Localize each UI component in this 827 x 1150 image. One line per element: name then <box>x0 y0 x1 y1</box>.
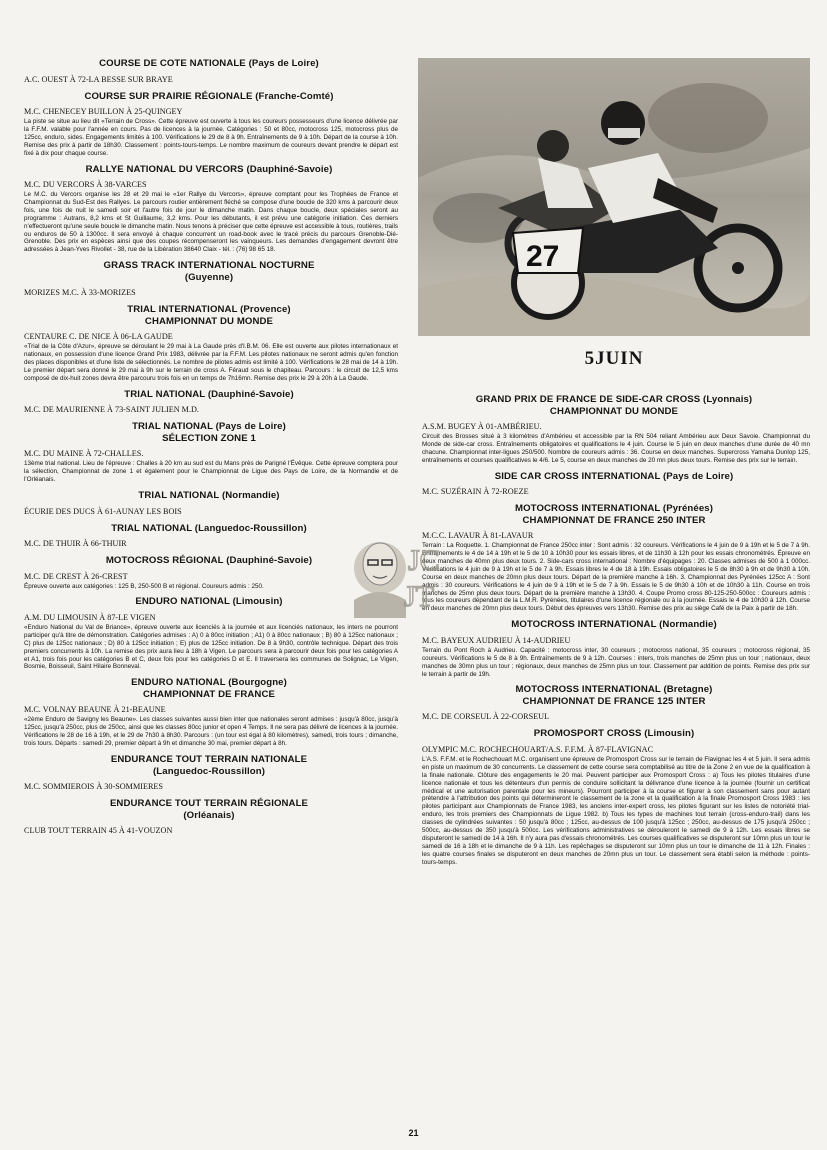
left-column <box>20 58 398 842</box>
event-side-car-cross <box>418 471 810 498</box>
event-endurance-regionale <box>20 798 398 836</box>
event-organizer: A.S.M. BUGEY À 01-AMBÉRIEU. <box>422 422 542 431</box>
event-title: COURSE DE COTE NATIONALE (Pays de Loire) <box>99 58 319 69</box>
event-description: «Enduro National du Val de Briance», épreuve ouverte aux licenciés à la journée et aux licenciés nationaux, les inters ne pourront participer qu'à titre de démonstration. Catégories admises : A) 0 à 80cc initiation ; A1) 0 à 80cc nationaux ; B) 80 à 125cc nationaux ; C) plus de 125cc nationaux ; D) 80 à 125cc initiation ; E) plus de 125cc initiation. De 8 à 9h30, contrôle technique. Départ des trois premiers concurrents à 10h. La remise des prix aura lieu à 18h à Vigen. Le parcours sera à parcourir deux fois pour les catégories A et A1, trois fois pour les catégories B et C, deux fois pour les catégories D et E. Il traversera les communes de Solignac, Le Vigen, Bosmie, Boisseuil, Saint Hilaire Bonneval. <box>24 623 398 671</box>
event-organizer: M.C. CHENECEY BUILLON À 25-QUINGEY <box>24 107 183 116</box>
event-enduro-bourgogne <box>20 677 398 748</box>
event-title: COURSE SUR PRAIRIE RÉGIONALE (Franche-Comté) <box>84 90 334 102</box>
event-title-main: TRIAL INTERNATIONAL (Provence) <box>127 304 291 316</box>
event-subtitle: (Languedoc-Roussillon) <box>153 765 265 777</box>
event-organizer: OLYMPIC M.C. ROCHECHOUART/A.S. F.F.M. À 87-FLAVIGNAC <box>422 744 654 754</box>
event-trial-provence <box>20 304 398 383</box>
event-organizer: M.C. DE MAURIENNE À 73-SAINT JULIEN M.D. <box>24 405 199 415</box>
event-title: ENDURO NATIONAL (Limousin) <box>135 596 283 608</box>
event-title <box>20 304 398 327</box>
event-organizer: M.C. DE THUIR À 66-THUIR <box>24 539 127 549</box>
event-motocross-regional <box>20 555 398 590</box>
event-description: Le M.C. du Vercors organise les 28 et 29 mai le «1er Rallye du Vercors», épreuve comptant pour les Trophées de France et Championnat du Sud-Est des Rallyes. Le parcours routier entièrement fléché se compose d'une boucle de 320 kms à parcourir deux fois, une fois de nuit le samedi soir et l'autre fois de jour le dimanche matin. Dans chaque boucle, deux spéciales seront au programme : Autrans, 8,2 kms et St Guillaume, 3,2 kms. Pour les débutants, il est prévu une catégorie initiation. Ces derniers n'effectueront qu'une seule boucle le dimanche matin. Nous tenons à préciser que cette épreuve est accessible à tous, routières, trails ou enduros de 50 à 1300cc. Il sera envoyé à chaque concurrent un road-book avec le tracé précis du parcours Grenoble-Dié-Grenoble. Des prix en espèces ainsi que des coupes récompenseront les vainqueurs. Les demandes d'engagement devront être adressées à Jean-Yves Rivollet - 38, rue de la Libération 38640 Claix - tél. : (76) 98 65 18. <box>24 191 398 254</box>
event-organizer: CENTAURE C. DE NICE À 06-LA GAUDE <box>24 332 173 342</box>
event-title <box>20 677 398 700</box>
event-title: TRIAL NATIONAL (Languedoc-Roussillon) <box>111 522 307 534</box>
event-gp-side-car <box>418 394 810 465</box>
portrait-stamp-image <box>346 520 452 628</box>
event-organizer: M.C. VOLNAY BEAUNE À 21-BEAUNE <box>24 705 166 715</box>
event-endurance-nationale <box>20 754 398 792</box>
event-trial-normandie <box>20 490 398 517</box>
event-description: L'A.S. F.F.M. et le Rochechouart M.C. organisent une épreuve de Promosport Cross sur le terrain de Flavignac les 4 et 5 juin. Il sera admis en piste un maximum de 30 concurrents. Le classement de cette course sera comptabilisé au titre de la Zone 2 en vue de la qualification à la finale nationale. Clôture des engagements le 20 mai. Peuvent participer aux Promosport Cross : a) Tous les pilotes titulaires d'une licence nationale et tous les détenteurs d'un permis de conduire sollicitant la délivrance d'une licence à la journée (fournir un certificat médical et une autorisation parentale pour les mineurs). Pourront participer à la course et figurer à son classement sans pour autant prétendre à l'attribution des points qui détermineront le classement de la zone et la qualification à la finale Promosport Cross 1983 : les pilotes participant aux Championnats de France 1983, les anciens inter-expert cross, les pilotes figurant sur les listes de notoriété trial-enduro, les trois premiers des Championnats de Ligue 1982. b) Tous les types de machines tout terrain (cross-enduro-trail) dans les classes de cylindrées suivantes : 50 jusqu'à 80cc ; 125cc, au-dessus de 100 jusqu'à 125cc ; 250cc, au-dessus de 175 jusqu'à 250cc ; 500cc, au-dessus de 350 jusqu'à 500cc. Les vérifications administratives se dérouleront le samedi de 9 à 12h. Les essais libres se disputeront le samedi de 14 à 16h. Il n'y aura pas d'essais chronométrés. Les courses qualificatives se disputeront sur 10mn plus un tour le samedi de 16 à 18h et le dimanche de 9 à 11h. Les repêchages se disputeront sur 10mn plus un tour le dimanche de 11 à 12h. Finales : les quatre courses finales se disputeront en deux manches de 20mn plus un tour. Le classement sera établi selon la méthode : points-tours-temps. <box>422 755 810 866</box>
event-description: Terrain du Pont Roch à Audrieu. Capacité : motocross inter, 30 coureurs ; motocross national, 35 coureurs ; motocross régional, 35 coureurs. Vérifications le 5 de 8 à 9h. Entraînements de 9 à 12h. Courses : inters, trois manches de 25mn plus un tour ; nationaux, deux manches de 30mn plus un tour ; régionaux, deux manches de 25mn plus un tour. Classement par addition de points. Remise des prix sur le terrain à partir de 19h. <box>422 646 810 678</box>
event-subtitle: CHAMPIONNAT DE FRANCE 250 INTER <box>522 514 706 526</box>
event-subtitle: (Orléanais) <box>183 809 235 821</box>
event-title-main: ENDURANCE TOUT TERRAIN RÉGIONALE <box>109 798 309 809</box>
event-organizer: ÉCURIE DES DUCS À 61-AUNAY LES BOIS <box>24 506 182 516</box>
event-enduro-limousin <box>20 596 398 671</box>
svg-text:JT: JT <box>404 580 434 613</box>
event-title-main: ENDURANCE TOUT TERRAIN NATIONALE <box>110 754 308 765</box>
event-rallye-vercors <box>20 164 398 255</box>
event-title <box>20 421 398 444</box>
event-organizer: M.C. SUZÉRAIN À 72-ROEZE <box>422 487 529 497</box>
event-title: MOTOCROSS RÉGIONAL (Dauphiné-Savoie) <box>105 555 313 567</box>
event-motocross-normandie <box>418 619 810 678</box>
event-trial-dauphine <box>20 389 398 416</box>
event-organizer: M.C.C. LAVAUR À 81-LAVAUR <box>422 531 534 541</box>
event-description: Circuit des Brosses situé à 3 kilomètres d'Ambérieu et accessible par la RN 504 reliant Ambérieu aux Deux Savoie. Championnat du Monde de side-car cross. Entraînements obligatoires et qualifications le 4 juin. Course le 5 juin en deux manches d'une durée de 40 mn chacune. Championnat inter-ligues 250/500. Nombre de coureurs admis : 36. Course en deux manches. Supercross Yamaha Dunlop 125, entraînements et courses qualificatives le 4/6. Le 5, course en deux manches de 20 mn plus deux tours. Remise des prix sur le terrain. <box>422 433 810 464</box>
event-organizer: M.C. DU MAINE À 72-CHALLES. <box>24 449 144 459</box>
event-organizer: A.C. OUEST À 72-LA BESSE SUR BRAYE <box>24 74 173 84</box>
event-subtitle: CHAMPIONNAT DU MONDE <box>549 405 679 417</box>
event-promosport-cross <box>418 728 810 866</box>
event-title-main: GRASS TRACK INTERNATIONAL NOCTURNE <box>103 260 315 272</box>
event-description: La piste se situe au lieu dit «Terrain de Cross». Cette épreuve est ouverte à tous les coureurs possesseurs d'une licence délivrée par la F.F.M. valable pour l'année en cours. Pas de licences à la journée. Catégories : 50 et 80cc, motocross 125, motocross plus de 125cc, enduro, sides. Engagements limités à 100. Vérifications le 29 de 8 à 9h. Entraînements de 9 à 10h. Départ de la course à 10h. Remise des prix à partir de 18h30. Classement : points-tours-temps. Le nombre maximum de coureurs devant prendre le départ est fixé à dix pour chaque course. <box>24 118 398 157</box>
event-date-heading: 5JUIN <box>584 348 644 369</box>
event-description: 13ème trial national. Lieu de l'épreuve : Challes à 20 km au sud est du Mans près de Parigné l'Évêque. Cette épreuve comptera pour la sélection, Championnat de zone 1 et également pour le Championnat de Ligue des Pays de Loire, de la Normandie et de l'Orléanais. <box>24 460 398 484</box>
event-subtitle: CHAMPIONNAT DU MONDE <box>144 315 274 327</box>
event-organizer: M.C. DU VERCORS À 38-VARCES <box>24 180 147 190</box>
event-title: SIDE CAR CROSS INTERNATIONAL (Pays de Loire) <box>494 470 734 482</box>
event-title: TRIAL NATIONAL (Normandie) <box>138 490 280 502</box>
event-title-main: MOTOCROSS INTERNATIONAL (Bretagne) <box>515 684 713 696</box>
event-title-main: GRAND PRIX DE FRANCE DE SIDE-CAR CROSS (Lyonnais) <box>475 394 753 405</box>
page-number: 21 <box>408 1128 419 1138</box>
event-trial-languedoc <box>20 523 398 550</box>
event-subtitle: CHAMPIONNAT DE FRANCE 125 INTER <box>522 695 706 707</box>
right-column <box>418 58 810 873</box>
event-title: MOTOCROSS INTERNATIONAL (Normandie) <box>511 619 717 631</box>
event-description: «2ème Enduro de Savigny les Beaune». Les classes suivantes aussi bien inter que nationales seront admises : jusqu'à 80cc, jusqu'à 125cc, jusqu'à 250cc, plus de 250cc, ainsi que les classes 80cc junior et open 4 Temps. Il ne sera pas délivré de licences à la journée. Vérifications le 28 de 16 à 19h, et le 29 de 7h30 à 8h30. Parcours : (un tour est égal à 80 kilomètres), samedi, trois tours ; dimanche, trois tours. Départs : samedi 29, premier départ à 9h et dimanche 30 mai, premier départ à 8h. <box>24 716 398 748</box>
event-subtitle: CHAMPIONNAT DE FRANCE <box>143 688 275 700</box>
event-title <box>418 503 810 526</box>
event-trial-pays-de-loire <box>20 421 398 484</box>
event-title <box>418 684 810 707</box>
event-organizer: MORIZES M.C. À 33-MORIZES <box>24 288 136 298</box>
event-title <box>20 260 398 283</box>
event-title <box>20 798 398 821</box>
event-description: «Trial de la Côte d'Azur», épreuve se déroulant le 29 mai à La Gaude près d'I.B.M. 06. Elle est ouverte aux pilotes internationaux et nationaux, en possession d'une licence Grand Prix 1983, délivrée par la F.F.M. Les pilotes nationaux ne seront admis qu'en fonction des places disponibles et d'une liste de sélectionnés. Le nombre de pilotes admis est limité à 100. Vérifications le 28 mai de 14 à 19h. Le premier départ sera donné le 29 mai à 9h sur le terrain de cross A. Féraud sous le chapiteau. Parcours : le circuit de 12,5 kms composé de dix-huit zones devra être parcouru trois fois en un temps de 7h16mn. Remise des prix le 29 à 20h à La Gaude. <box>24 343 398 382</box>
motocross-photo <box>418 58 810 336</box>
event-course-sur-prairie <box>20 91 398 158</box>
event-course-de-cote <box>20 58 398 85</box>
race-number-plate: 27 <box>526 240 560 273</box>
event-title: PROMOSPORT CROSS (Limousin) <box>533 728 695 740</box>
event-title-main: MOTOCROSS INTERNATIONAL (Pyrénées) <box>515 503 713 515</box>
event-motocross-bretagne <box>418 684 810 722</box>
event-organizer: A.M. DU LIMOUSIN À 87-LE VIGEN <box>24 612 156 622</box>
event-title <box>418 394 810 417</box>
event-description: Épreuve ouverte aux catégories : 125 B, 250-500 B et régional. Coureurs admis : 250. <box>24 582 264 590</box>
event-title <box>20 754 398 777</box>
event-grass-track <box>20 260 398 298</box>
event-title: RALLYE NATIONAL DU VERCORS (Dauphiné-Savoie) <box>85 163 333 175</box>
event-title-main: TRIAL NATIONAL (Pays de Loire) <box>132 421 286 433</box>
event-organizer: M.C. DE CREST À 26-CREST <box>24 571 128 581</box>
event-motocross-pyrenees <box>418 503 810 613</box>
event-organizer: M.C. BAYEUX AUDRIEU À 14-AUDRIEU <box>422 635 571 645</box>
svg-text:JC: JC <box>408 544 440 577</box>
event-title-main: ENDURO NATIONAL (Bourgogne) <box>131 677 287 689</box>
event-organizer: M.C. DE CORSEUL À 22-CORSEUL <box>422 712 550 722</box>
event-title: TRIAL NATIONAL (Dauphiné-Savoie) <box>124 388 294 400</box>
event-organizer: CLUB TOUT TERRAIN 45 À 41-VOUZON <box>24 826 173 835</box>
event-subtitle: (Guyenne) <box>184 271 234 283</box>
event-subtitle: SÉLECTION ZONE 1 <box>162 432 256 444</box>
event-description: Terrain : La Roquette. 1. Championnat de France 250cc inter : Sont admis : 32 coureurs. Vérifications le 4 juin de 9 à 19h et le 5 de 7 à 9h. Entraînements le 4 de 14 à 19h et le 5 de 10 à 10h30 pour les essais libres, et de 11h30 à 12h pour les essais chronométrés. Épreuve en deux manches de 40mn plus deux tours. 2. Side-cars cross international : Nombre d'équipages : 20. Classes admises de 500 à 1 000cc. Vérifications le 4 juin de 9 à 19h et le 5 de 7 à 9h. Essais libres le 4 de 18 à 19h. Essais obligatoires le 5 de 8h30 à 9h et de 9h30 à 10h. Course en deux manches de 20mn plus deux tours. Départ de la première manche à 16h. 3. Championnat des Pyrénées 125cc A : Sont admis : 30 coureurs. Vérifications le 4 juin de 9 à 19h et le 5 de 7 à 9h. Essais le 5 de 9h30 à 10h et de 10h30 à 11h. Course en trois manches de 25mn plus deux tours. Départ de la première manche à 13h30. 4. Coupe Promo cross 80-125-250-500cc : Coureurs admis : tous les coureurs dépendant de la L.M.R. Pyrénées, titulaires d'une licence régionale ou à la journée. Essais le 4 de 10h30 à 12h. Course en deux manches de 20mn plus deux tours. Début des épreuves vers 13h30. Remise des prix au siège Café de la Paix à partir de 18h. <box>422 542 810 613</box>
event-organizer: M.C. SOMMIEROIS À 30-SOMMIERES <box>24 782 163 791</box>
